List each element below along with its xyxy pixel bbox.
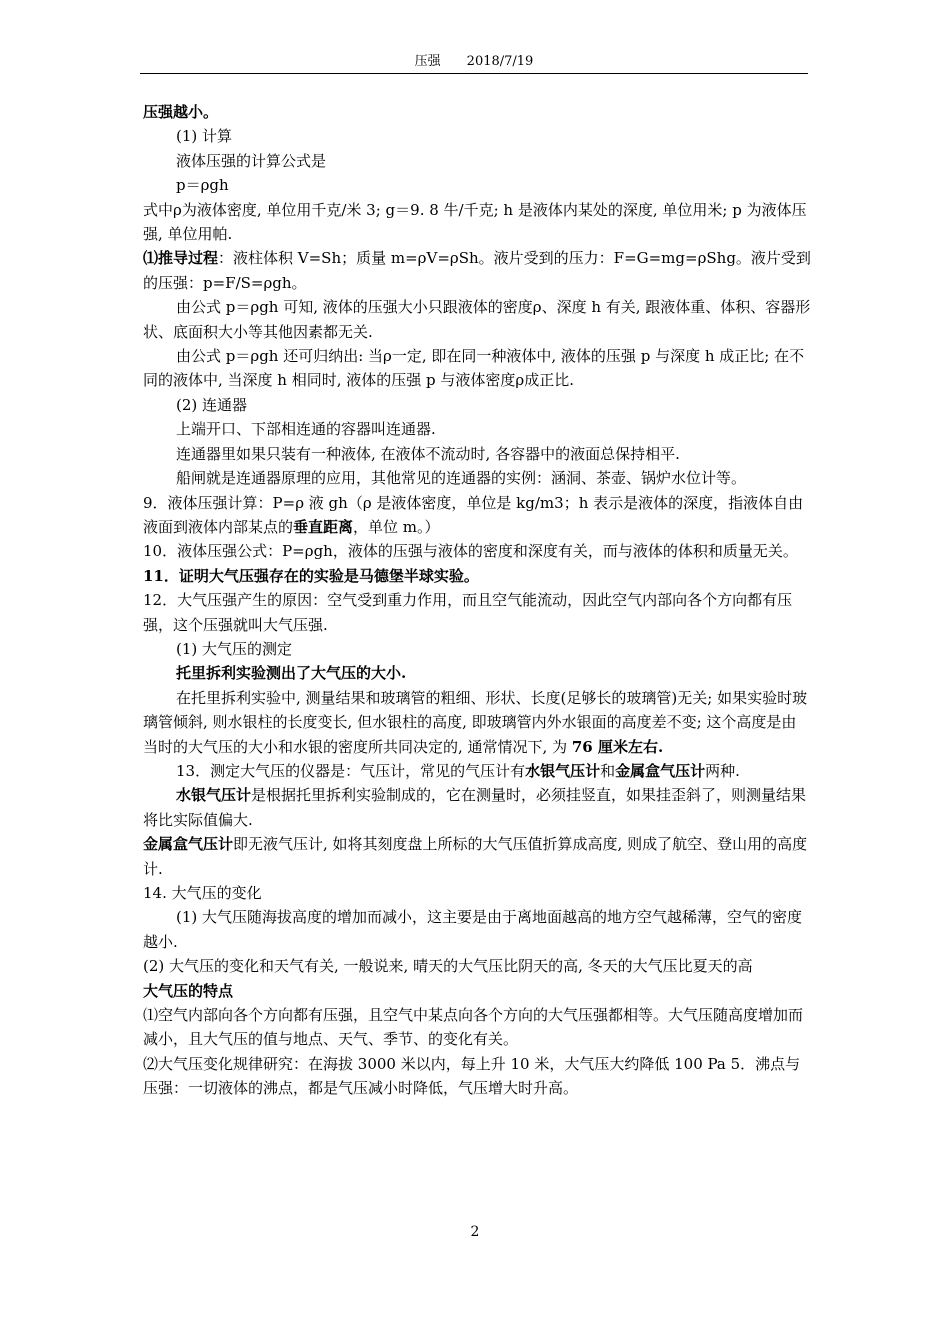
paragraph: 上端开口、下部相连通的容器叫连通器. <box>176 420 436 439</box>
bold-term: 水银气压计 <box>176 786 252 805</box>
paragraph: 液体压强的计算公式是 <box>176 151 327 170</box>
formula: p＝ρgh <box>176 176 229 195</box>
paragraph: 船闸就是连通器原理的应用，其他常见的连通器的实例：涵洞、茶壶、锅炉水位计等。 <box>176 469 747 488</box>
paragraph: 水银气压计是根据托里拆利实验制成的，它在测量时，必须挂竖直，如果挂歪斜了，则测量结果将比实际值偏大. <box>143 786 807 829</box>
paragraph: 压强越小。 <box>143 103 219 121</box>
page-header <box>140 52 808 72</box>
section-heading: 14. 大气压的变化 <box>143 884 262 902</box>
paragraph: 9．液体压强计算：P=ρ 液 gh（ρ 是液体密度，单位是 kg/m3；h 表示是液体的深度，指液体自由液面到液体内部某点的垂直距离，单位 m。） <box>143 493 804 536</box>
paragraph: 连通器里如果只装有一种液体, 在液体不流动时, 各容器中的液面总保持相平. <box>176 444 680 463</box>
paragraph: 12．大气压强产生的原因：空气受到重力作用，而且空气能流动，因此空气内部向各个方向都有压强，这个压强就叫大气压强. <box>143 591 793 634</box>
bold-term: 金属盒气压计 <box>143 835 234 854</box>
paragraph: (1) 大气压随海拔高度的增加而减小，这主要是由于离地面越高的地方空气越稀薄，空气的密度越小. <box>143 908 803 951</box>
paragraph: ⑵大气压变化规律研究：在海拔 3000 米以内，每上升 10 米，大气压大约降低 100 Pa 5．沸点与压强：一切液体的沸点，都是气压减小时降低，气压增大时升高。 <box>143 1054 801 1098</box>
bold-term: 金属盒气压计 <box>615 761 706 780</box>
bold-term: ⑴推导过程 <box>143 249 219 268</box>
paragraph: 13．测定大气压的仪器是：气压计，常见的气压计有水银气压计和金属盒气压计两种. <box>176 761 740 780</box>
section-heading: 大气压的特点 <box>143 981 234 1000</box>
page-number: 2 <box>470 1224 480 1240</box>
bold-term: 水银气压计 <box>525 761 601 780</box>
document-body <box>143 100 811 1101</box>
paragraph: 托里拆利实验测出了大气压的大小. <box>176 664 407 683</box>
paragraph: 在托里拆利实验中, 测量结果和玻璃管的粗细、形状、长度(足够长的玻璃管)无关; 如果实验时玻璃管倾斜, 则水银柱的长度变长, 但水银柱的高度, 即玻璃管内外水银面的高度差不变; 这个高度是由当时的大气压的大小和水银的密度所共同决定的, 通常情况下, 为 76 厘米左右. <box>143 688 808 756</box>
paragraph: 金属盒气压计即无液气压计, 如将其刻度盘上所标的大气压值折算成高度, 则成了航空、登山用的高度计. <box>143 835 808 878</box>
header-title: 压强 <box>414 54 441 69</box>
section-heading: (1) 计算 <box>176 127 233 146</box>
paragraph: 式中ρ为液体密度, 单位用千克/米 3; g＝9. 8 牛/千克; h 是液体内某处的深度, 单位用米; p 为液体压强, 单位用帕. <box>143 200 807 244</box>
paragraph: (2) 大气压的变化和天气有关, 一般说来, 晴天的大气压比阴天的高, 冬天的大气压比夏天的高 <box>143 957 753 976</box>
bold-term: 76 厘米左右. <box>571 737 664 756</box>
paragraph: ⑴空气内部向各个方向都有压强，且空气中某点向各个方向的大气压强都相等。大气压随高度增加而减小，且大气压的值与地点、天气、季节、的变化有关。 <box>143 1006 804 1049</box>
paragraph: 11．证明大气压强存在的实验是马德堡半球实验。 <box>143 566 479 585</box>
paragraph: 由公式 p＝ρgh 还可归纳出: 当ρ一定, 即在同一种液体中, 液体的压强 p 与深度 h 成正比; 在不同的液体中, 当深度 h 相同时, 液体的压强 p 与液体密度ρ成正比. <box>143 347 805 390</box>
paragraph: 10．液体压强公式：P=ρgh，液体的压强与液体的密度和深度有关，而与液体的体积和质量无关。 <box>143 542 798 561</box>
paragraph: 由公式 p＝ρgh 可知, 液体的压强大小只跟液体的密度ρ、深度 h 有关, 跟液体重、体积、容器形状、底面积大小等其他因素都无关. <box>143 298 811 341</box>
bold-term: 垂直距离 <box>293 517 354 536</box>
header-rule <box>140 73 808 74</box>
section-heading: (1) 大气压的测定 <box>176 639 293 658</box>
header-date: 2018/7/19 <box>466 54 534 69</box>
paragraph: ⑴推导过程：液柱体积 V=Sh；质量 m=ρV=ρSh。液片受到的压力：F=G=mg=ρShg。液片受到的压强：p=F/S=ρgh。 <box>143 249 811 292</box>
section-heading: (2) 连通器 <box>176 395 248 414</box>
